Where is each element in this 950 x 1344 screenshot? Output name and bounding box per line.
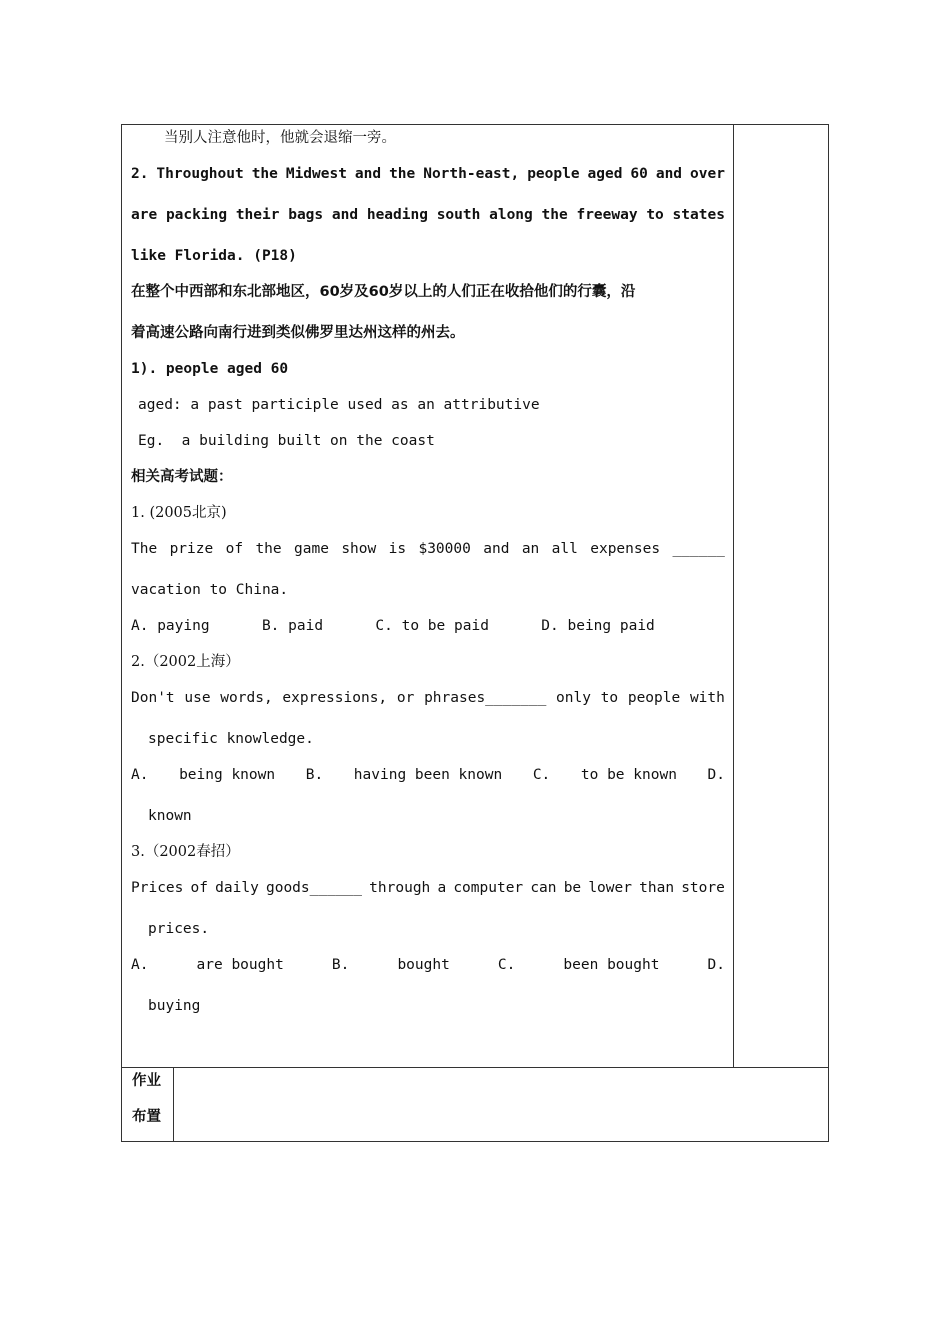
word: prize	[169, 541, 214, 557]
word: North-east,	[423, 166, 520, 182]
word: lower	[588, 880, 632, 896]
word: bags	[288, 207, 324, 223]
word: along	[489, 207, 533, 223]
word: are bought	[196, 957, 284, 973]
word: Prices	[131, 880, 184, 896]
question-3-line-2: prices.	[148, 921, 210, 937]
word: freeway	[576, 207, 638, 223]
word: through	[369, 880, 431, 896]
word: Midwest	[285, 166, 347, 182]
word: packing	[165, 207, 228, 223]
word: of	[190, 880, 209, 896]
homework-label-line-1: 作业	[132, 1073, 161, 1089]
sentence-line-3: like Florida. (P18)	[131, 248, 297, 264]
word: show	[341, 541, 377, 557]
word: people	[627, 690, 681, 706]
question-1-line-1	[131, 539, 725, 559]
word: people	[527, 166, 580, 182]
question-2-source: 2.（2002上海）	[131, 654, 240, 670]
sentence-line-2	[131, 205, 725, 225]
word: game	[294, 541, 329, 557]
word: 60	[630, 166, 648, 182]
word: B.	[331, 957, 350, 973]
word: and	[354, 166, 382, 182]
word: expenses	[590, 541, 661, 557]
word: expressions,	[282, 690, 388, 706]
translation-line-4: 在整个中西部和东北部地区，60岁及60岁以上的人们正在收拾他们的行囊，沿	[131, 284, 636, 300]
word: D.	[707, 957, 725, 973]
word: 2.	[131, 166, 149, 182]
word: C.	[497, 957, 516, 973]
word: having been known	[353, 767, 503, 783]
word: heading	[366, 207, 428, 223]
word: B.	[305, 767, 324, 783]
word: with	[689, 690, 725, 706]
word: an	[521, 541, 540, 557]
word: are	[131, 207, 158, 223]
question-2-options	[131, 765, 725, 785]
word: words,	[220, 690, 273, 706]
word: phrases_______	[424, 690, 547, 706]
point-example: Eg. a building built on the coast	[138, 433, 435, 449]
word: Throughout	[156, 166, 244, 182]
word: a	[437, 880, 447, 896]
word: to be known	[580, 767, 677, 783]
word: than	[639, 880, 675, 896]
word: their	[235, 207, 280, 223]
word: bought	[397, 957, 450, 973]
sentence-line-1	[131, 164, 725, 184]
question-2-option-d-text: known	[148, 808, 192, 824]
word: states	[672, 207, 725, 223]
word: can	[530, 880, 557, 896]
word: D.	[707, 767, 725, 783]
right-column-divider	[733, 124, 734, 1067]
question-1-line-2: vacation to China.	[131, 582, 289, 598]
homework-label-divider	[173, 1067, 174, 1142]
word: ______	[672, 541, 725, 557]
word: A.	[131, 767, 149, 783]
word: and	[655, 166, 683, 182]
word: the	[251, 166, 278, 182]
word: only	[556, 690, 591, 706]
word: or	[396, 690, 415, 706]
word: Don't	[131, 690, 175, 706]
word: store	[681, 880, 725, 896]
word: computer	[453, 880, 524, 896]
question-3-line-1	[131, 878, 725, 898]
word: The	[131, 541, 158, 557]
word: the	[255, 541, 282, 557]
word: and	[483, 541, 510, 557]
word: the	[541, 207, 568, 223]
question-1-options: A. paying B. paid C. to be paid D. being paid	[131, 618, 655, 634]
word: all	[551, 541, 578, 557]
homework-label-line-2: 布置	[132, 1109, 161, 1125]
word: been bought	[563, 957, 660, 973]
word: C.	[532, 767, 551, 783]
word: to	[600, 690, 619, 706]
translation-line-5: 着高速公路向南行进到类似佛罗里达州这样的州去。	[131, 325, 465, 341]
word: over	[690, 166, 725, 182]
word: be	[563, 880, 582, 896]
word: of	[225, 541, 244, 557]
word: $30000	[418, 541, 471, 557]
exam-section-heading: 相关高考试题：	[131, 469, 233, 485]
translation-line-0: 当别人注意他时，他就会退缩一旁。	[164, 130, 396, 146]
word: being known	[179, 767, 276, 783]
word: is	[388, 541, 407, 557]
question-2-line-2: specific knowledge.	[148, 731, 314, 747]
question-3-source: 3.（2002春招）	[131, 844, 240, 860]
question-3-options	[131, 955, 725, 975]
question-2-line-1	[131, 688, 725, 708]
question-3-option-d-text: buying	[148, 998, 201, 1014]
word: to	[646, 207, 664, 223]
word: A.	[131, 957, 149, 973]
word: south	[436, 207, 481, 223]
point-heading: 1). people aged 60	[131, 361, 289, 377]
word: use	[184, 690, 211, 706]
word: the	[389, 166, 416, 182]
word: daily	[215, 880, 259, 896]
word: aged	[587, 166, 623, 182]
question-1-source: 1. (2005北京)	[131, 505, 227, 521]
point-explanation: aged: a past participle used as an attributive	[138, 397, 540, 413]
word: goods______	[265, 880, 363, 896]
word: and	[331, 207, 359, 223]
homework-row-divider	[121, 1067, 829, 1068]
